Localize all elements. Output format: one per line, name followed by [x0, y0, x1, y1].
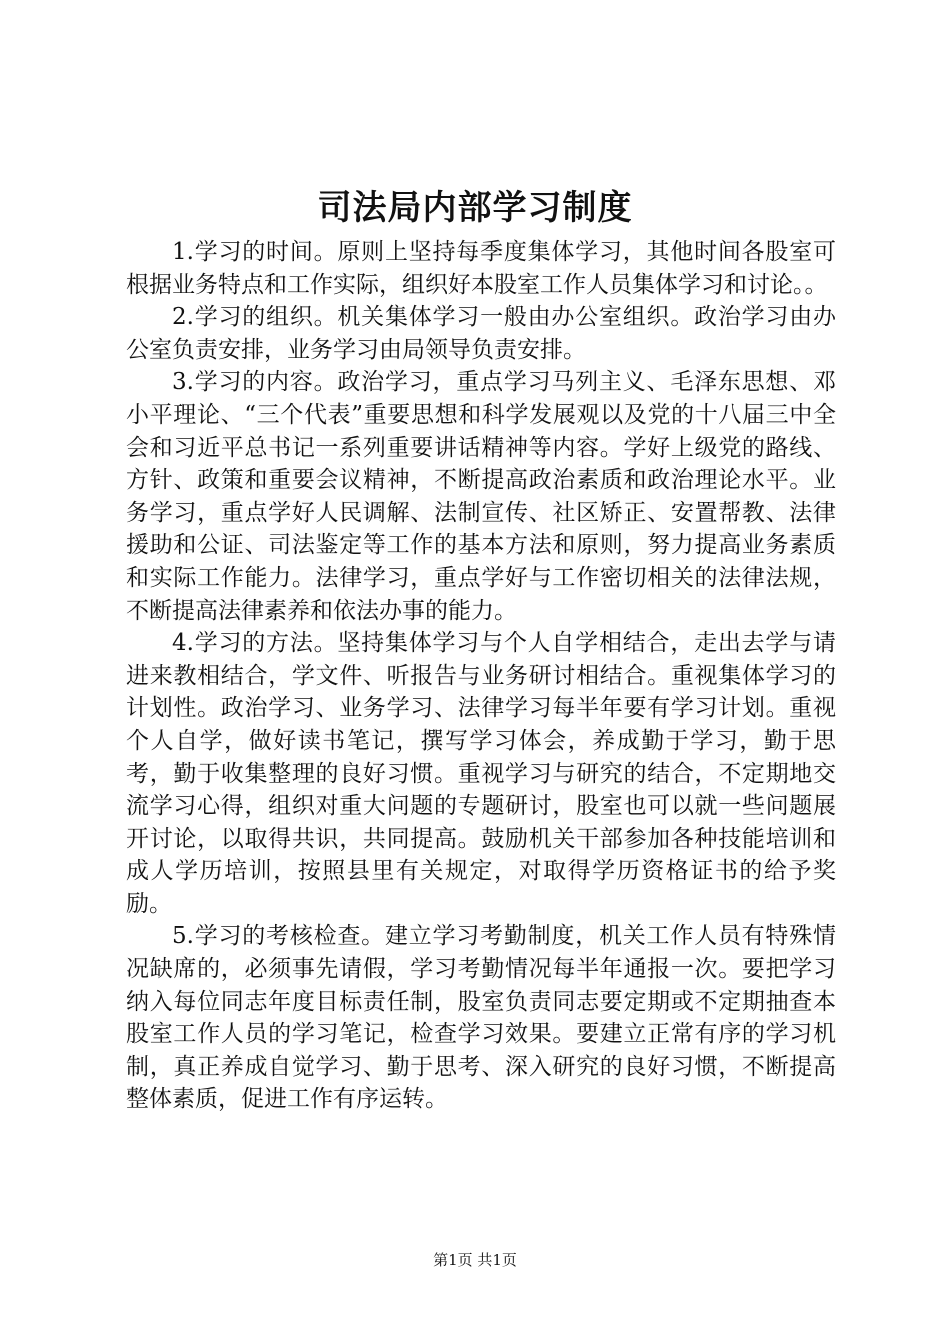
page-footer: 第1页 共1页	[433, 1251, 517, 1269]
paragraph-study-organization: 2.学习的组织。机关集体学习一般由办公室组织。政治学习由办公室负责安排，业务学习由局领导负责安排。	[126, 304, 836, 363]
paragraph-study-assessment: 5.学习的考核检查。建立学习考勤制度，机关工作人员有特殊情况缺席的，必须事先请假，学习考勤情况每半年通报一次。要把学习纳入每位同志年度目标责任制，股室负责同志要定期或不定期抽查本股室工作人员的学习笔记，检查学习效果。要建立正常有序的学习机制，真正养成自觉学习、勤于思考、深入研究的良好习惯，不断提高整体素质，促进工作有序运转。	[126, 923, 836, 1113]
paragraph-study-time: 1.学习的时间。原则上坚持每季度集体学习，其他时间各股室可根据业务特点和工作实际，组织好本股室工作人员集体学习和讨论。。	[126, 239, 836, 298]
paragraph-study-content: 3.学习的内容。政治学习，重点学习马列主义、毛泽东思想、邓小平理论、“三个代表”重要思想和科学发展观以及党的十八届三中全会和习近平总书记一系列重要讲话精神等内容。学好上级党的路线、方针、政策和重要会议精神，不断提高政治素质和政治理论水平。业务学习，重点学好人民调解、法制宣传、社区矫正、安置帮教、法律援助和公证、司法鉴定等工作的基本方法和原则，努力提高业务素质和实际工作能力。法律学习，重点学好与工作密切相关的法律法规，不断提高法律素养和依法办事的能力。	[126, 369, 836, 624]
document-body	[126, 236, 836, 1116]
paragraph-study-method: 4.学习的方法。坚持集体学习与个人自学相结合，走出去学与请进来教相结合，学文件、听报告与业务研讨相结合。重视集体学习的计划性。政治学习、业务学习、法律学习每半年要有学习计划。重视个人自学，做好读书笔记，撰写学习体会，养成勤于学习，勤于思考，勤于收集整理的良好习惯。重视学习与研究的结合，不定期地交流学习心得，组织对重大问题的专题研讨，股室也可以就一些问题展开讨论，以取得共识，共同提高。鼓励机关干部参加各种技能培训和成人学历培训，按照县里有关规定，对取得学历资格证书的给予奖励。	[126, 630, 836, 917]
document-title: 司法局内部学习制度	[317, 188, 633, 228]
